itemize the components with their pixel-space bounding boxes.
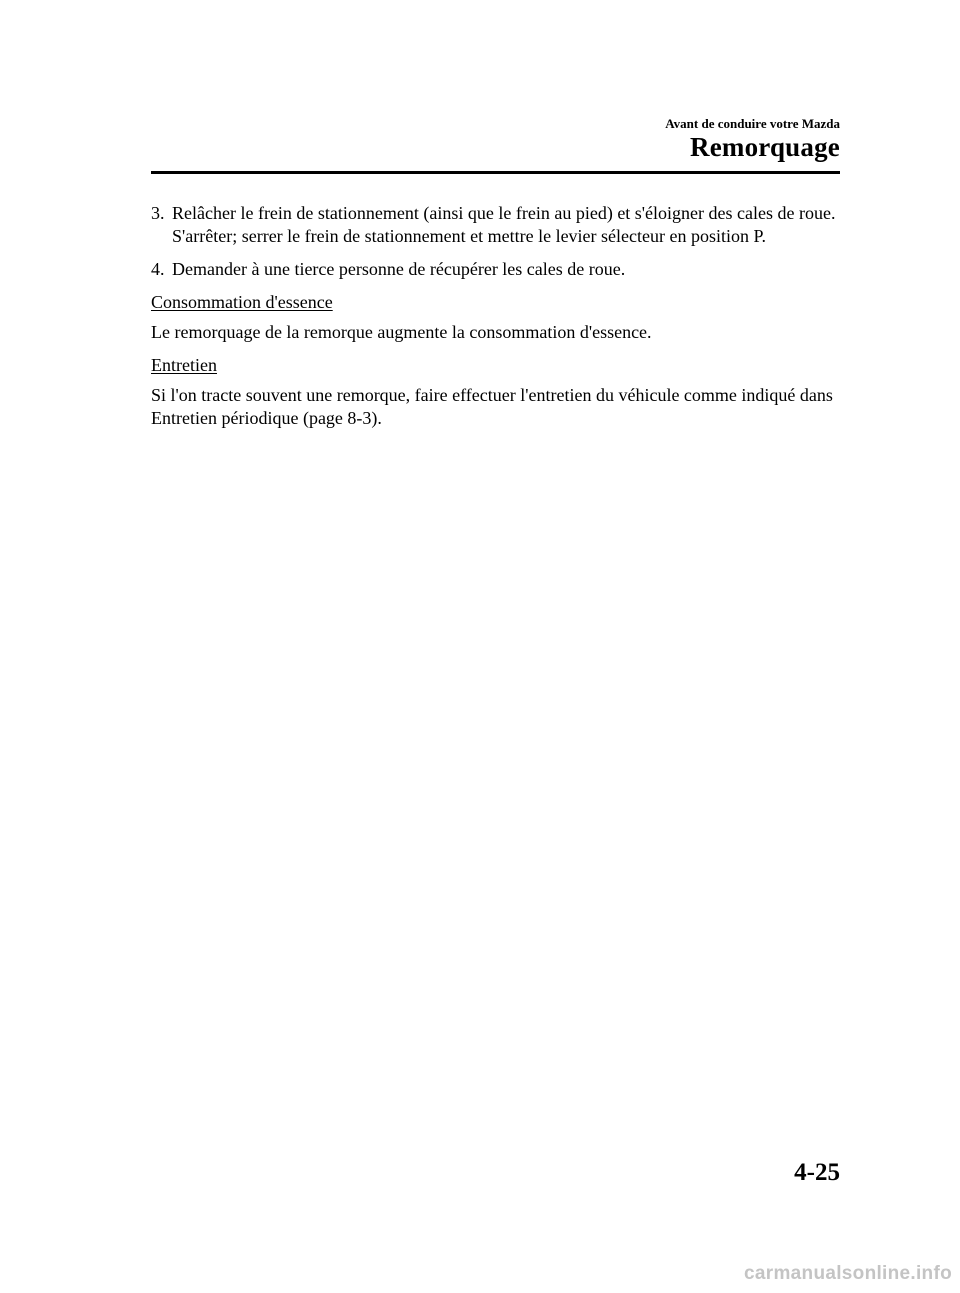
step-number: 3. xyxy=(151,203,165,223)
step-4 xyxy=(151,258,841,281)
step-3 xyxy=(151,202,841,248)
page-content xyxy=(151,202,841,440)
step-text: Relâcher le frein de stationnement (ainsi que le frein au pied) et s'éloigner des cales de roue. S'arrêter; serrer le frein de stationnement et mettre le levier sélecteur en position P. xyxy=(172,203,836,246)
section-title: Remorquage xyxy=(690,132,840,162)
step-number: 4. xyxy=(151,259,165,279)
site-watermark: carmanualsonline.info xyxy=(744,1263,952,1284)
header-divider xyxy=(151,171,840,174)
fuel-consumption-text: Le remorquage de la remorque augmente la consommation d'essence. xyxy=(151,322,652,342)
step-text: Demander à une tierce personne de récupérer les cales de roue. xyxy=(172,259,626,279)
fuel-consumption-heading: Consommation d'essence xyxy=(151,292,333,312)
maintenance-text: Si l'on tracte souvent une remorque, faire effectuer l'entretien du véhicule comme indiqué dans Entretien périodique (page 8-3). xyxy=(151,385,833,428)
page-number: 4-25 xyxy=(794,1159,840,1186)
maintenance-heading: Entretien xyxy=(151,355,217,375)
chapter-subtitle: Avant de conduire votre Mazda xyxy=(665,116,840,131)
